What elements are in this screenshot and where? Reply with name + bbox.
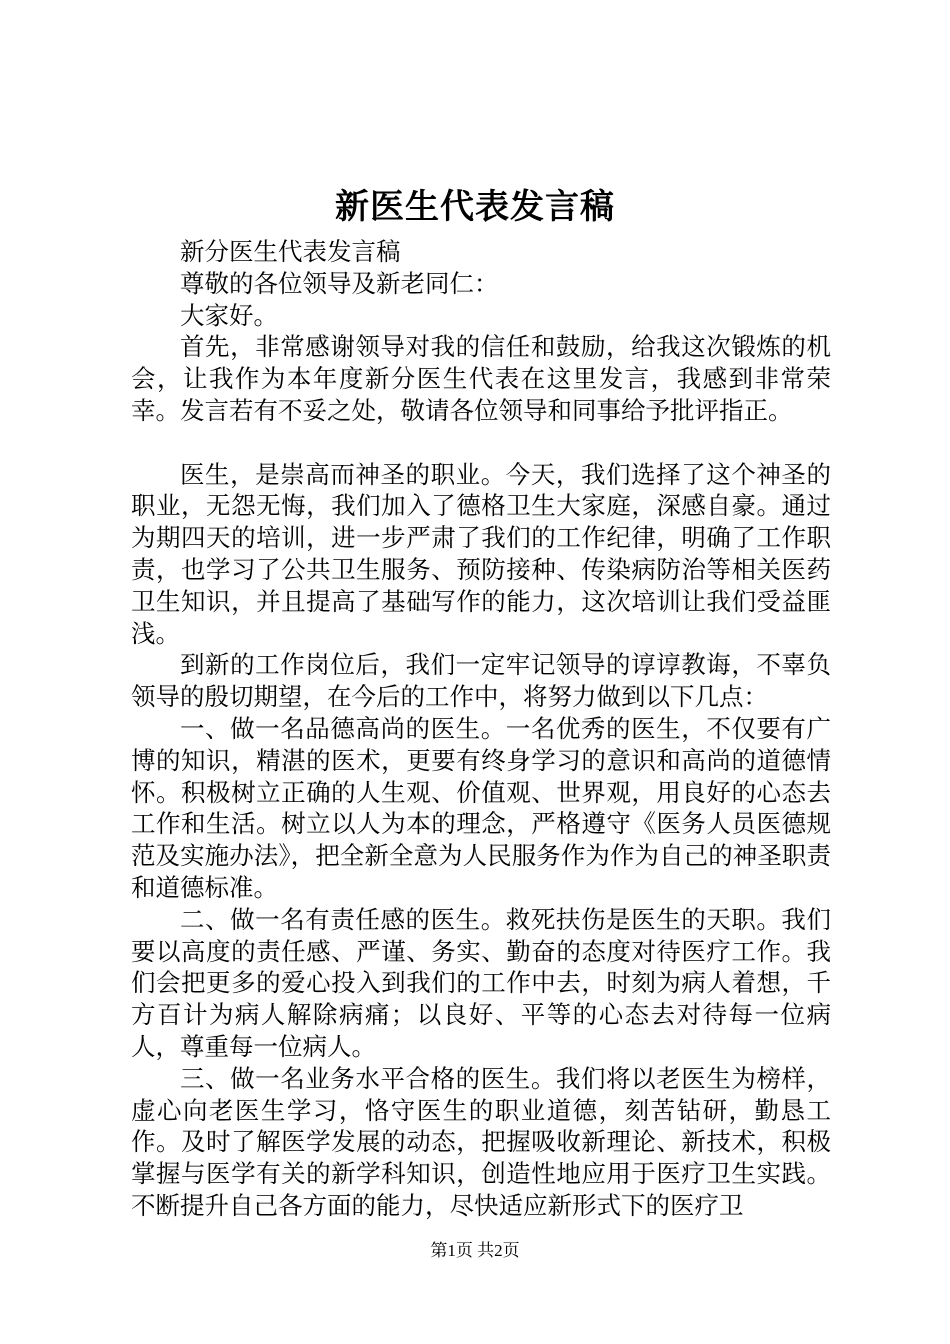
paragraph-point-one: 一、做一名品德高尚的医生。一名优秀的医生，不仅要有广博的知识，精湛的医术，更要有终身学习的意识和高尚的道德情怀。积极树立正确的人生观、价值观、世界观，用良好的心态去工作和生活。树立以人为本的理念，严格遵守《医务人员医德规范及实施办法》，把全新全意为人民服务作为作为自己的神圣职责和道德标准。 — [131, 713, 831, 902]
paragraph-greeting: 大家好。 — [180, 300, 278, 330]
page-number-footer: 第1页 共2页 — [430, 1241, 520, 1260]
paragraph-subtitle: 新分医生代表发言稿 — [180, 237, 401, 266]
document-body — [131, 236, 831, 1222]
paragraph-commitment: 到新的工作岗位后，我们一定牢记领导的谆谆教诲，不辜负领导的殷切期望，在今后的工作中，将努力做到以下几点： — [131, 650, 831, 712]
document-title: 新医生代表发言稿 — [335, 187, 615, 227]
paragraph-salutation: 尊敬的各位领导及新老同仁： — [180, 268, 499, 298]
paragraph-point-three: 三、做一名业务水平合格的医生。我们将以老医生为榜样，虚心向老医生学习，恪守医生的职业道德，刻苦钻研，勤恳工作。及时了解医学发展的动态，把握吸收新理论、新技术，积极掌握与医学有关的新学科知识，创造性地应用于医疗卫生实践。不断提升自己各方面的能力，尽快适应新形式下的医疗卫 — [131, 1063, 831, 1220]
paragraph-profession: 医生，是崇高而神圣的职业。今天，我们选择了这个神圣的职业，无怨无悔，我们加入了德格卫生大家庭，深感自豪。通过为期四天的培训，进一步严肃了我们的工作纪律，明确了工作职责，也学习了公共卫生服务、预防接种、传染病防治等相关医药卫生知识，并且提高了基础写作的能力，这次培训让我们受益匪浅。 — [131, 459, 831, 648]
paragraph-point-two: 二、做一名有责任感的医生。救死扶伤是医生的天职。我们要以高度的责任感、严谨、务实、勤奋的态度对待医疗工作。我们会把更多的爱心投入到我们的工作中去，时刻为病人着想，千方百计为病人解除病痛；以良好、平等的心态去对待每一位病人，尊重每一位病人。 — [131, 904, 831, 1061]
paragraph-opening: 首先，非常感谢领导对我的信任和鼓励，给我这次锻炼的机会，让我作为本年度新分医生代表在这里发言，我感到非常荣幸。发言若有不妥之处，敬请各位领导和同事给予批评指正。 — [131, 332, 831, 425]
